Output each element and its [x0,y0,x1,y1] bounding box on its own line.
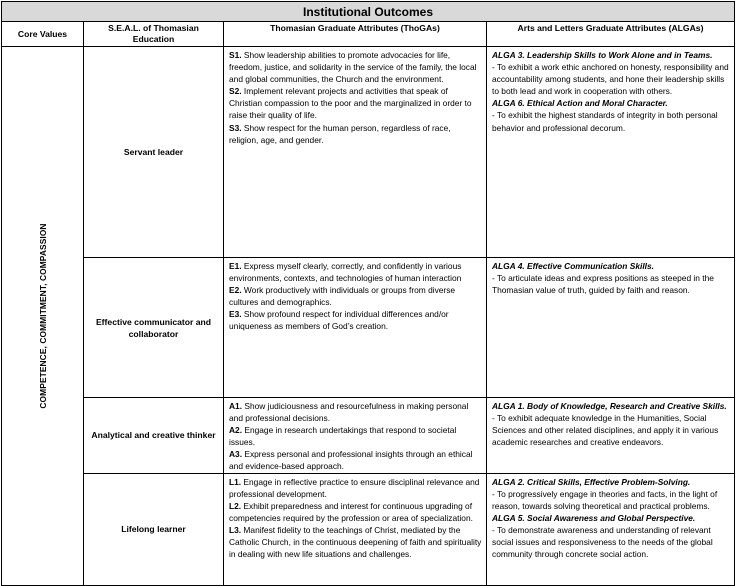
outcome-code: S1. [229,50,242,60]
outcome-code: A1. [229,401,243,411]
outcome-text: Express personal and professional insights through an ethical and evidence-based approach. [229,449,473,472]
algas-cell [487,398,735,474]
seal-servant-leader: Servant leader [84,47,224,258]
outcome-code: L2. [229,500,242,511]
alga-text: - To articulate ideas and express positions as steeped in the Thomasian value of truth, guided by faith and reason. [492,273,714,296]
outcome-text: Engage in research undertakings that respond to societal issues. [229,425,457,448]
table-title: Institutional Outcomes [2,2,735,22]
seal-lifelong-learner: Lifelong learner [84,473,224,585]
thogas-item [229,448,482,472]
outcome-text: Show judiciousness and resourcefulness in making personal and professional decisions. [229,401,469,424]
outcome-text: Show leadership abilities to promote advocacies for life, freedom, justice, and solidarity in the service of the family, the local and global communities, the Church and the environment. [229,50,477,85]
thogas-item [229,400,482,424]
outcome-code: A2. [229,425,243,436]
table-row [2,473,735,585]
algas-cell [487,258,735,398]
outcome-code: E3. [229,309,242,320]
outcome-code: L1. [229,476,242,487]
thogas-item [229,49,482,85]
alga-text: - To demonstrate awareness and understanding of relevant social issues and responsiveness to the needs of the global community through concrete social action. [492,524,713,560]
table-row [2,258,735,398]
alga-text: - To progressively engage in theories and facts, in the light of reason, towards solving theoretical and practical problems. [492,488,718,511]
thogas-item [229,284,482,308]
outcome-code: L3. [229,524,242,535]
outcome-text: Engage in reflective practice to ensure disciplinal relevance and professional development. [229,476,480,499]
table-row [2,47,735,258]
thogas-item [229,524,482,560]
alga-heading: ALGA 6. Ethical Action and Moral Character. [492,98,668,109]
alga-heading: ALGA 3. Leadership Skills to Work Alone and in Teams. [492,50,713,60]
thogas-cell [224,473,487,585]
header-seal-line2: Education [132,34,175,44]
outcome-text: Work productively with individuals or groups from diverse cultures and demographics. [229,285,456,308]
header-seal [84,22,224,47]
header-core-values: Core Values [2,22,84,47]
alga-heading: ALGA 2. Critical Skills, Effective Problem-Solving. [492,476,691,487]
core-values-text: COMPETENCE, COMMITMENT, COMPASSION [37,223,48,409]
outcome-code: S3. [229,122,242,133]
outcome-code: A3. [229,449,243,460]
outcome-text: Manifest fidelity to the teachings of Christ, mediated by the Catholic Church, in the continuous deepening of faith and spirituality in dealing with new life situations and challenges. [229,524,482,560]
header-seal-line1: S.E.A.L. of Thomasian [108,23,199,33]
alga-heading: ALGA 1. Body of Knowledge, Research and Creative Skills. [492,401,727,411]
thogas-item [229,500,482,524]
outcome-code: E2. [229,285,242,296]
thogas-item [229,260,482,284]
thogas-cell [224,258,487,398]
alga-text: - To exhibit a work ethic anchored on honesty, responsibility and accountability among students, and hone their leadership skills to both lead and work in cooperation with others. [492,62,729,97]
algas-cell [487,47,735,258]
thogas-item [229,308,482,332]
seal-effective-communicator: Effective communicator and collaborator [84,258,224,398]
header-thogas: Thomasian Graduate Attributes (ThoGAs) [224,22,487,47]
algas-cell [487,473,735,585]
alga-heading: ALGA 5. Social Awareness and Global Perspective. [492,512,696,523]
table-row [2,398,735,474]
outcomes-table [1,1,735,586]
outcome-text: Express myself clearly, correctly, and confidently in various environments, contexts, and technologies of human interaction [229,261,462,284]
outcome-text: Implement relevant projects and activities that speak of Christian compassion to the poor and the marginalized in order to raise their quality of life. [229,86,472,121]
header-algas: Arts and Letters Graduate Attributes (ALGAs) [487,22,735,47]
outcome-text: Show profound respect for individual differences and/or uniqueness as members of God’s creation. [229,309,449,332]
thogas-item [229,85,482,121]
thogas-cell [224,47,487,258]
thogas-item [229,424,482,448]
outcome-text: Show respect for the human person, regardless of race, religion, age, and gender. [229,122,451,145]
alga-heading: ALGA 4. Effective Communication Skills. [492,261,654,271]
outcome-code: S2. [229,86,242,97]
outcome-code: E1. [229,261,242,271]
thogas-cell [224,398,487,474]
thogas-item [229,476,482,500]
thogas-item [229,122,482,146]
outcome-text: Exhibit preparedness and interest for continuous upgrading of competencies required by the profession or area of specialization. [229,500,473,523]
seal-analytical-thinker: Analytical and creative thinker [84,398,224,474]
core-values-cell [2,47,84,586]
alga-text: - To exhibit the highest standards of integrity in both personal behavior and professional decorum. [492,110,718,133]
alga-text: - To exhibit adequate knowledge in the Humanities, Social Sciences and other related disciplines, and apply it in various academic researches and creative endeavors. [492,413,719,448]
